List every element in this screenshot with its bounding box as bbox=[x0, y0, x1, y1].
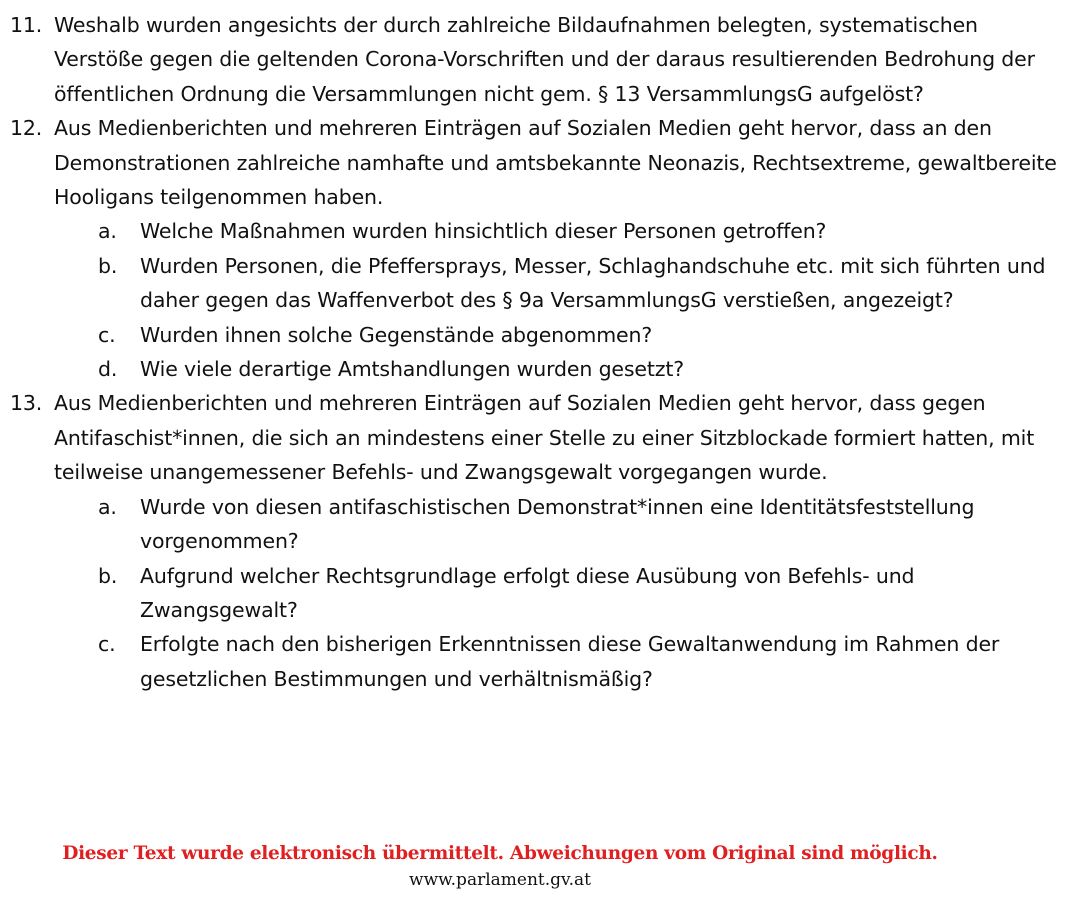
subquestion-letter: a. bbox=[98, 494, 117, 519]
question-13 bbox=[0, 386, 1073, 489]
subquestion-12a bbox=[0, 214, 1073, 248]
question-number: 12. bbox=[10, 116, 43, 141]
subquestion-12d bbox=[0, 352, 1073, 386]
subquestion-12c bbox=[0, 318, 1073, 352]
subquestion-letter: c. bbox=[98, 322, 116, 347]
question-number: 11. bbox=[10, 13, 43, 37]
subquestion-letter: b. bbox=[98, 563, 118, 588]
subquestion-text: Aufgrund welcher Rechtsgrundlage erfolgt diese Ausübung von Befehls- und Zwangsgewalt? bbox=[140, 563, 915, 622]
subquestion-text: Wurden ihnen solche Gegenstände abgenommen? bbox=[140, 322, 653, 347]
subquestion-letter: c. bbox=[98, 632, 116, 657]
subquestion-text: Wie viele derartige Amtshandlungen wurden gesetzt? bbox=[140, 357, 685, 382]
subquestion-12b bbox=[0, 249, 1073, 318]
document-body bbox=[0, 8, 1073, 696]
subquestion-text: Welche Maßnahmen wurden hinsichtlich dieser Personen getroffen? bbox=[140, 219, 827, 244]
page-footer bbox=[0, 840, 1000, 892]
question-11 bbox=[0, 8, 1073, 111]
subquestion-letter: d. bbox=[98, 357, 118, 382]
question-12 bbox=[0, 111, 1073, 214]
subquestion-13c bbox=[0, 627, 1073, 696]
question-text: Weshalb wurden angesichts der durch zahlreiche Bildaufnahmen belegten, systematischen Verstöße gegen die geltenden Corona-Vorschriften und der daraus resultierenden Bedrohung der öffentlichen Ordnung die Versammlungen nicht gem. § 13 VersammlungsG aufgelöst? bbox=[54, 13, 1035, 106]
subquestion-text: Erfolgte nach den bisherigen Erkenntnissen diese Gewaltanwendung im Rahmen der gesetzlichen Bestimmungen und verhältnismäßig? bbox=[140, 632, 1000, 691]
electronic-transmission-notice: Dieser Text wurde elektronisch übermittelt. Abweichungen vom Original sind möglich. bbox=[62, 843, 938, 864]
question-text: Aus Medienberichten und mehreren Einträgen auf Sozialen Medien geht hervor, dass gegen Antifaschist*innen, die sich an mindestens einer Stelle zu einer Sitzblockade formiert hatten, mit teilweise unangemessener Befehls- und Zwangsgewalt vorgegangen wurde. bbox=[54, 391, 1035, 485]
footer-url: www.parlament.gv.at bbox=[409, 870, 591, 890]
subquestion-letter: a. bbox=[98, 219, 117, 244]
subquestion-text: Wurde von diesen antifaschistischen Demonstrat*innen eine Identitätsfeststellung vorgenommen? bbox=[140, 494, 975, 554]
question-number: 13. bbox=[10, 391, 43, 416]
subquestion-13a bbox=[0, 490, 1073, 559]
subquestion-13b bbox=[0, 559, 1073, 628]
subquestion-letter: b. bbox=[98, 253, 118, 278]
question-text: Aus Medienberichten und mehreren Einträgen auf Sozialen Medien geht hervor, dass an den Demonstrationen zahlreiche namhafte und amtsbekannte Neonazis, Rechtsextreme, gewaltbereite Hooligans teilgenommen haben. bbox=[54, 116, 1057, 210]
subquestion-text: Wurden Personen, die Pfeffersprays, Messer, Schlaghandschuhe etc. mit sich führten und daher gegen das Waffenverbot des § 9a VersammlungsG verstießen, angezeigt? bbox=[140, 253, 1046, 313]
